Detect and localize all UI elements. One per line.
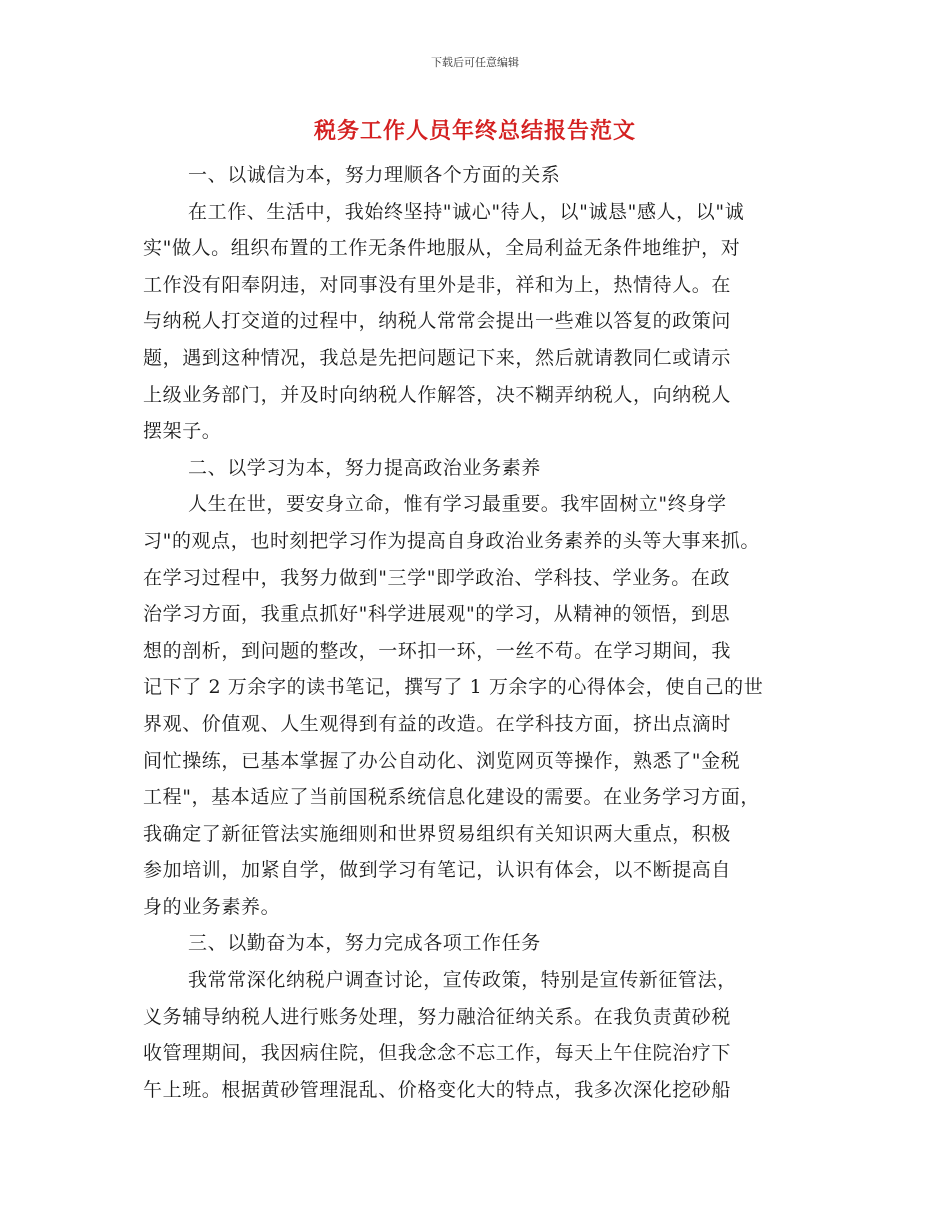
document-body	[143, 157, 823, 1108]
document-title: 税务工作人员年终总结报告范文	[313, 118, 636, 144]
text-line: 我常常深化纳税户调查讨论，宣传政策，特别是宣传新征管法，	[188, 969, 737, 992]
header-note: 下载后可任意编辑	[431, 56, 519, 69]
text-line: 记下了 2 万余字的读书笔记，撰写了 1 万余字的心得体会，使自己的世	[143, 676, 764, 699]
text-line: 在工作、生活中，我始终坚持"诚心"待人，以"诚恳"感人，以"诚	[188, 200, 745, 223]
text-line: 三、以勤奋为本，努力完成各项工作任务	[188, 932, 541, 955]
text-line: 间忙操练，已基本掌握了办公自动化、浏览网页等操作，熟悉了"金税	[143, 749, 741, 772]
text-line: 二、以学习为本，努力提高政治业务素养	[188, 456, 541, 479]
text-line: 人生在世，要安身立命，惟有学习最重要。我牢固树立"终身学	[188, 493, 727, 516]
text-line: 参加培训，加紧自学，做到学习有笔记，认识有体会，以不断提高自	[143, 859, 732, 882]
text-line: 一、以诚信为本，努力理顺各个方面的关系	[188, 164, 561, 186]
text-line: 午上班。根据黄砂管理混乱、价格变化大的特点，我多次深化挖砂船	[143, 1078, 732, 1101]
text-line: 义务辅导纳税人进行账务处理，努力融洽征纳关系。在我负责黄砂税	[143, 1005, 732, 1028]
text-line: 身的业务素养。	[143, 895, 281, 918]
text-line: 治学习方面，我重点抓好"科学进展观"的学习，从精神的领悟，到思	[143, 603, 731, 626]
text-line: 上级业务部门，并及时向纳税人作解答，决不糊弄纳税人，向纳税人	[143, 383, 732, 406]
text-line: 收管理期间，我因病住院，但我念念不忘工作，每天上午住院治疗下	[143, 1042, 732, 1065]
text-line: 我确定了新征管法实施细则和世界贸易组织有关知识两大重点，积极	[143, 822, 732, 845]
text-line: 题，遇到这种情况，我总是先把问题记下来，然后就请教同仁或请示	[143, 346, 732, 369]
text-line: 在学习过程中，我努力做到"三学"即学政治、学科技、学业务。在政	[143, 566, 731, 589]
text-line: 实"做人。组织布置的工作无条件地服从，全局利益无条件地维护，对	[143, 237, 741, 260]
text-line: 工程"，基本适应了当前国税系统信息化建设的需要。在业务学习方面，	[143, 786, 760, 809]
text-line: 想的剖析，到问题的整改，一环扣一环，一丝不苟。在学习期间，我	[143, 639, 732, 662]
text-line: 摆架子。	[143, 420, 222, 443]
text-line: 工作没有阳奉阴违，对同事没有里外是非，祥和为上，热情待人。在	[143, 273, 732, 296]
text-line: 习"的观点，也时刻把学习作为提高自身政治业务素养的头等大事来抓。	[143, 529, 760, 552]
text-line: 界观、价值观、人生观得到有益的改造。在学科技方面，挤出点滴时	[143, 712, 732, 735]
text-line: 与纳税人打交道的过程中，纳税人常常会提出一些难以答复的政策问	[143, 310, 732, 333]
